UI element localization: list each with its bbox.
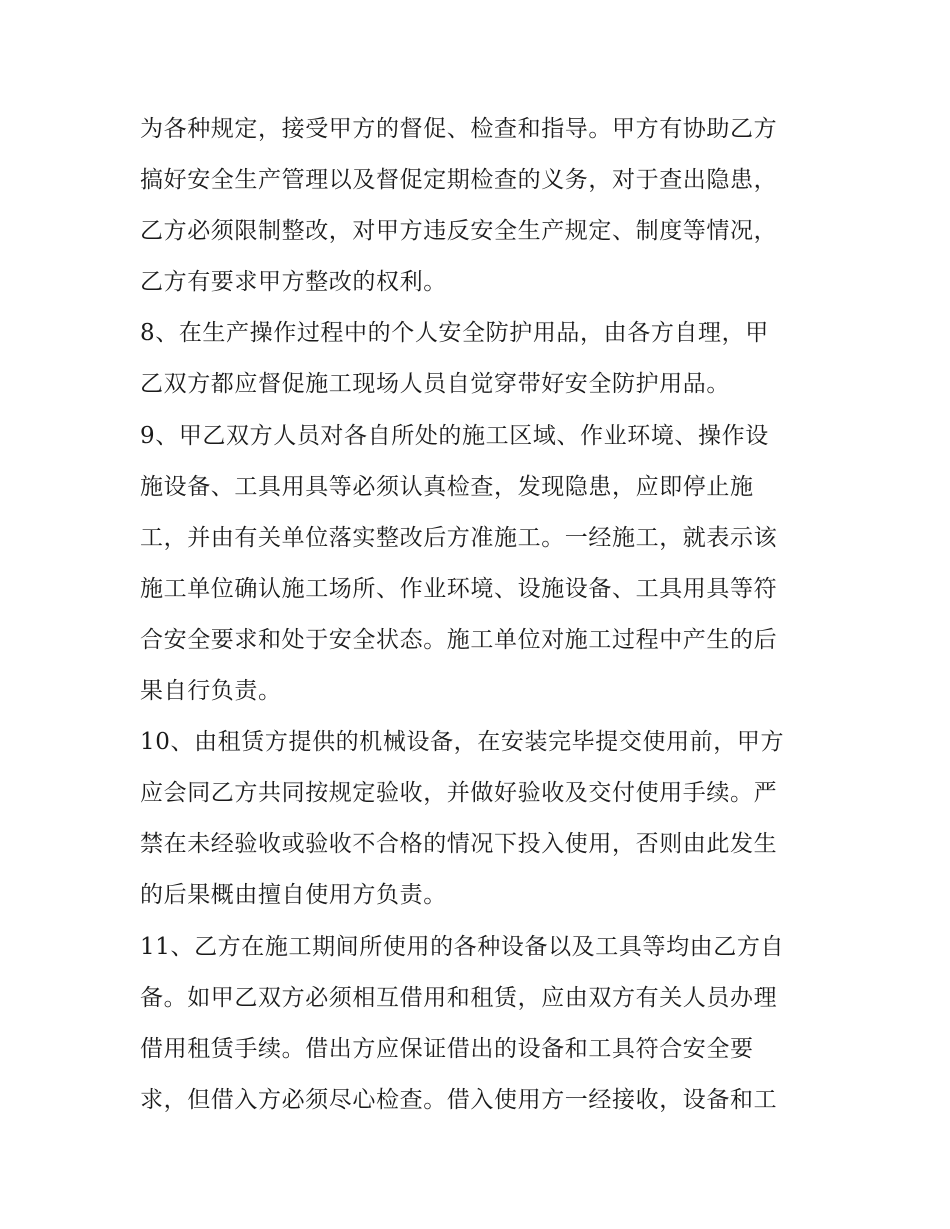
text-line: 应会同乙方共同按规定验收，并做好验收及交付使用手续。严 bbox=[140, 780, 778, 807]
text-line: 乙方有要求甲方整改的权利。 bbox=[140, 269, 447, 296]
clause-11-line: 11、乙方在施工期间所使用的各种设备以及工具等均由乙方自 bbox=[140, 933, 785, 960]
text-line: 乙双方都应督促施工现场人员自觉穿带好安全防护用品。 bbox=[140, 371, 730, 398]
text-line: 借用租赁手续。借出方应保证借出的设备和工具符合安全要 bbox=[140, 1035, 754, 1062]
text-line: 为各种规定，接受甲方的督促、检查和指导。甲方有协助乙方 bbox=[140, 116, 778, 142]
text-line: 搞好安全生产管理以及督促定期检查的义务，对于查出隐患， bbox=[140, 167, 778, 194]
clause-8-line: 8、在生产操作过程中的个人安全防护用品，由各方自理，甲 bbox=[140, 320, 769, 347]
text-line: 求，但借入方必须尽心检查。借入使用方一经接收，设备和工 bbox=[140, 1086, 778, 1113]
text-line: 工，并由有关单位落实整改后方准施工。一经施工，就表示该 bbox=[140, 524, 778, 551]
text-line: 乙方必须限制整改，对甲方违反安全生产规定、制度等情况， bbox=[140, 218, 778, 245]
clause-10-line: 10、由租赁方提供的机械设备，在安装完毕提交使用前，甲方 bbox=[140, 729, 785, 756]
text-line: 施工单位确认施工场所、作业环境、设施设备、工具用具等符 bbox=[140, 575, 778, 602]
text-line: 的后果概由擅自使用方负责。 bbox=[140, 882, 447, 909]
document-body bbox=[140, 104, 820, 1126]
text-line: 施设备、工具用具等必须认真检查，发现隐患，应即停止施 bbox=[140, 473, 754, 500]
text-line: 禁在未经验收或验收不合格的情况下投入使用，否则由此发生 bbox=[140, 831, 778, 858]
text-line: 备。如甲乙双方必须相互借用和租赁，应由双方有关人员办理 bbox=[140, 984, 778, 1011]
text-line: 合安全要求和处于安全状态。施工单位对施工过程中产生的后 bbox=[140, 626, 778, 653]
text-line: 果自行负责。 bbox=[140, 678, 282, 705]
clause-9-line: 9、甲乙双方人员对各自所处的施工区域、作业环境、操作设 bbox=[140, 422, 769, 449]
